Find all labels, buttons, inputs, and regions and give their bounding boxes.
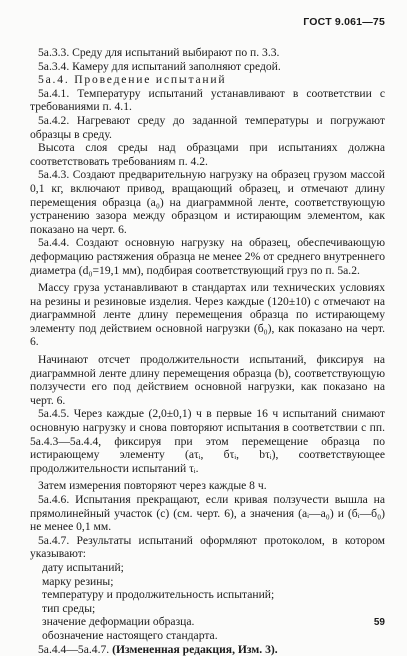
page-number: 59 bbox=[373, 617, 385, 628]
paragraph: Начинают отсчет продолжительности испытаний, фиксируя на диаграммной ленте длину перемещения образца (b), соответствующую ползучести его под действием основной нагрузки, как показано на черт. 6. bbox=[30, 353, 385, 407]
amendment-note-bold: (Измененная редакция, Изм. 3). bbox=[112, 642, 278, 656]
paragraph: Затем измерения повторяют через каждые 8 ч. bbox=[38, 479, 267, 493]
paragraph: Массу груза устанавливают в стандартах или технических условиях на резины и резиновые изделия. Через каждые (120±10) с отмечают на диаграммной ленте длину перемещения образца по истирающему элементу под действием основной нагрузки (б₀), как показано на черт. 6. bbox=[30, 281, 385, 349]
paragraph: 5а.4.1. Температуру испытаний устанавливают в соответствии с требованиями п. 4.1. bbox=[30, 86, 385, 114]
paragraph: 5а.4.4. Создают основную нагрузку на образец, обеспечивающую деформацию растяжения образца не менее 2% от среднего внутреннего диаметра (d₀=19,1 мм), подбирая соответствующий груз по п. 5а.2. bbox=[30, 236, 385, 277]
list-item: марку резины; bbox=[42, 574, 114, 588]
section-heading: 5а.4. Проведение испытаний bbox=[38, 73, 227, 87]
paragraph: 5а.3.4. Камеру для испытаний заполняют средой. bbox=[38, 59, 281, 73]
protocol-list bbox=[30, 561, 385, 643]
paragraph: 5а.3.3. Среду для испытаний выбирают по п. 3.3. bbox=[38, 46, 280, 59]
list-item: обозначение настоящего стандарта. bbox=[42, 628, 218, 642]
list-item: температуру и продолжительность испытаний; bbox=[42, 588, 275, 602]
paragraph: Высота слоя среды над образцами при испытаниях должна соответствовать требованиям п. 4.2. bbox=[30, 141, 385, 168]
document-header: ГОСТ 9.061—75 bbox=[303, 16, 385, 28]
list-item: дату испытаний; bbox=[42, 560, 124, 574]
paragraph: 5а.4.6. Испытания прекращают, если кривая ползучести вышла на прямолинейный участок (c) (см. черт. 6), а значения (aᵢ—a₀) и (бᵢ—б₀) не менее 0,1 мм. bbox=[30, 493, 385, 534]
document-body bbox=[30, 46, 385, 656]
amendment-note bbox=[30, 643, 385, 656]
paragraph: 5а.4.2. Нагревают среду до заданной температуры и погружают образцы в среду. bbox=[30, 113, 385, 141]
amendment-note-prefix: 5а.4.4—5а.4.7. bbox=[38, 642, 110, 656]
paragraph: 5а.4.3. Создают предварительную нагрузку на образец грузом массой 0,1 кг, включают привод, вращающий образец, и отмечают длину перемещения образца (a₀) на диаграммной ленте, соответствующую устранению зазора между образцом и истирающим элементом, как показано на черт. 6. bbox=[30, 168, 385, 236]
list-item: тип среды; bbox=[42, 601, 96, 615]
list-item: значение деформации образца. bbox=[42, 615, 195, 629]
paragraph: 5а.4.7. Результаты испытаний оформляют протоколом, в котором указывают: bbox=[30, 533, 385, 561]
paragraph: 5а.4.5. Через каждые (2,0±0,1) ч в первые 16 ч испытаний снимают основную нагрузку и снова повторяют испытания в соответствии с пп. 5а.4.3—5а.4.4, фиксируя при этом перемещение образца по истирающему элементу (aτᵢ, бτᵢ, bτᵢ), соответствующее продолжительности испытаний τᵢ. bbox=[30, 407, 385, 475]
